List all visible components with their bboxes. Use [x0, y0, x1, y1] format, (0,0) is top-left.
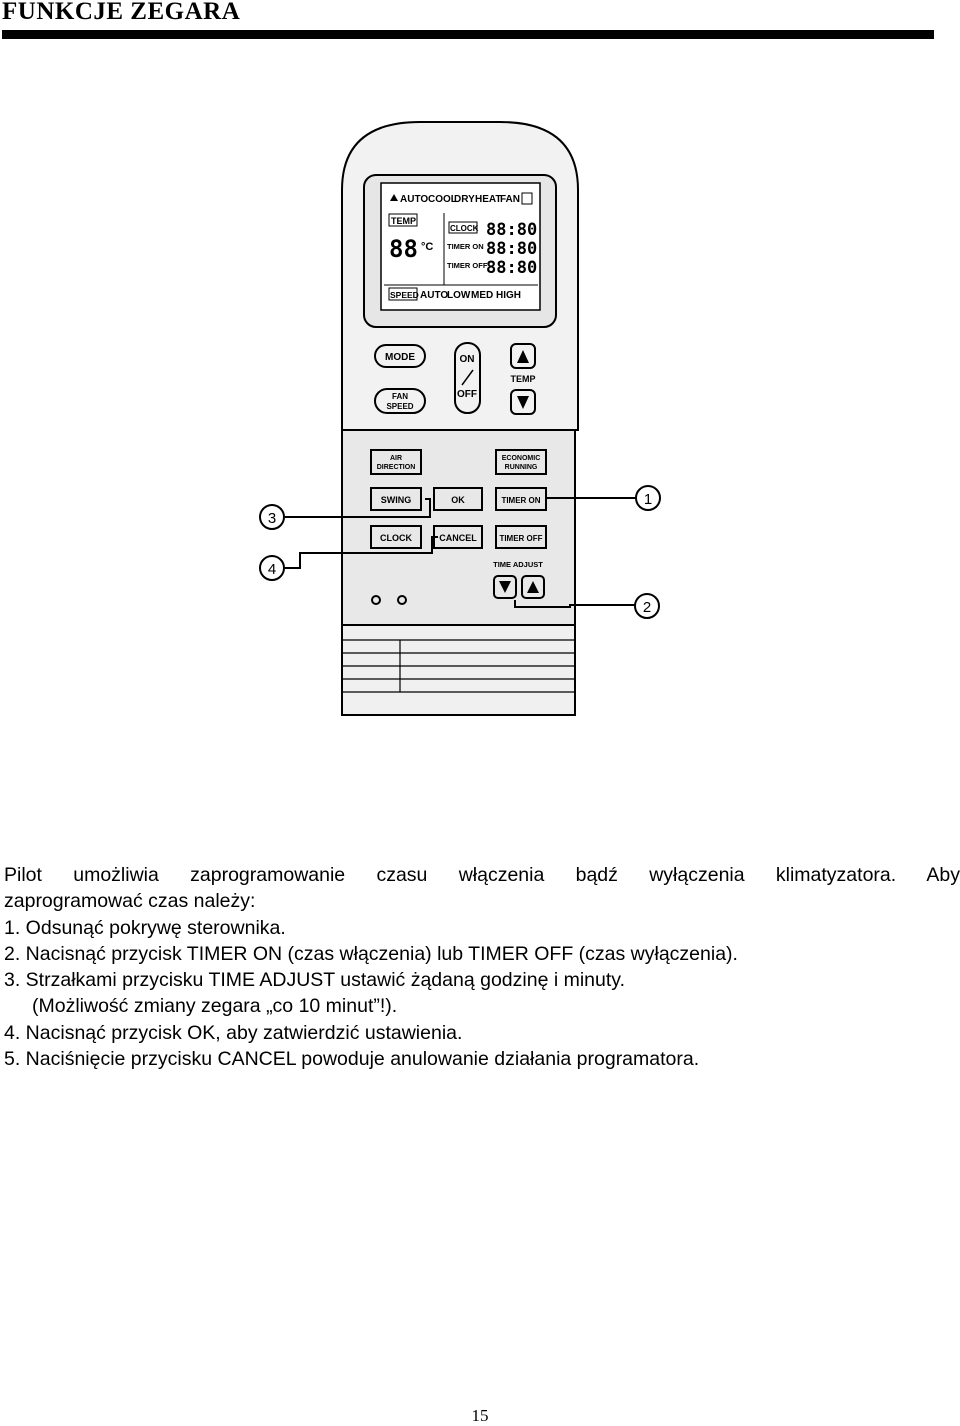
intro-line-2: zaprogramować czas należy:: [4, 890, 256, 913]
lcd-clock-value: 88:80: [486, 220, 538, 240]
instructions: [4, 862, 960, 1072]
speed-label: SPEED: [386, 402, 414, 411]
lcd-speed-high: HIGH: [496, 290, 521, 301]
air-label: AIR: [389, 455, 403, 462]
mode-label: MODE: [385, 352, 415, 363]
lcd-timer-off-tag: TIMER OFF: [447, 261, 488, 270]
intro-line-1: Pilot umożliwia zaprogramowanie czasu włączenia bądź wyłączenia klimatyzatora. Aby: [4, 864, 960, 886]
swing-label: SWING: [380, 495, 412, 505]
economic-label: ECONOMIC: [501, 455, 541, 462]
lcd-temp-value: 88: [389, 235, 418, 263]
fan-label: FAN: [392, 392, 408, 401]
time-adjust-label: TIME ADJUST: [493, 560, 543, 569]
cancel-label: CANCEL: [439, 533, 477, 543]
remote-battery-cover: [342, 625, 575, 715]
callout-number-3: 3: [267, 510, 277, 527]
page-title: FUNKCJE ZEGARA: [2, 0, 241, 25]
on-label: ON: [459, 354, 475, 365]
lcd-mode-auto: AUTO: [400, 194, 429, 205]
timer-on-label: TIMER ON: [501, 496, 541, 505]
step-4: 4. Nacisnąć przycisk OK, aby zatwierdzić ustawienia.: [4, 1021, 463, 1044]
off-label: OFF: [457, 389, 477, 400]
lcd-timer-on-value: 88:80: [486, 239, 538, 259]
lcd-speed-low: LOW: [447, 290, 471, 301]
callout-number-2: 2: [642, 599, 652, 616]
step-5: 5. Naciśnięcie przycisku CANCEL powoduje anulowanie działania programatora.: [4, 1048, 700, 1071]
callout-number-1: 1: [643, 491, 653, 508]
ok-label: OK: [451, 495, 465, 505]
timer-off-label: TIMER OFF: [499, 534, 543, 543]
temp-label: TEMP: [510, 374, 536, 384]
lcd-clock-tag: CLOCK: [450, 224, 479, 233]
page-number: 15: [471, 1406, 489, 1425]
lcd-speed-med: MED: [471, 290, 494, 301]
lcd-mode-dry: DRY: [454, 194, 475, 205]
step-2: 2. Nacisnąć przycisk TIMER ON (czas włączenia) lub TIMER OFF (czas wyłączenia).: [4, 942, 738, 965]
lcd-temp-unit: °C: [421, 241, 434, 253]
lcd-timer-on-tag: TIMER ON: [447, 242, 484, 251]
lcd-speed-auto: AUTO: [420, 290, 449, 301]
lcd-mode-cool: COOL: [428, 194, 457, 205]
running-label: RUNNING: [504, 464, 538, 471]
lcd-speed-tag: SPEED: [390, 290, 419, 300]
direction-label: DIRECTION: [376, 464, 416, 471]
lcd-timer-off-value: 88:80: [486, 258, 538, 278]
lcd-temp-tag: TEMP: [391, 216, 417, 226]
lcd-mode-fan: FAN: [500, 194, 520, 205]
lcd-mode-heat: HEAT: [475, 194, 502, 205]
step-3-note: (Możliwość zmiany zegara „co 10 minut”!).: [32, 995, 398, 1018]
callout-number-4: 4: [267, 561, 277, 578]
step-1: 1. Odsunąć pokrywę sterownika.: [4, 916, 286, 939]
step-3: 3. Strzałkami przycisku TIME ADJUST ustawić żądaną godzinę i minuty.: [4, 969, 625, 992]
clock-label: CLOCK: [380, 533, 412, 543]
